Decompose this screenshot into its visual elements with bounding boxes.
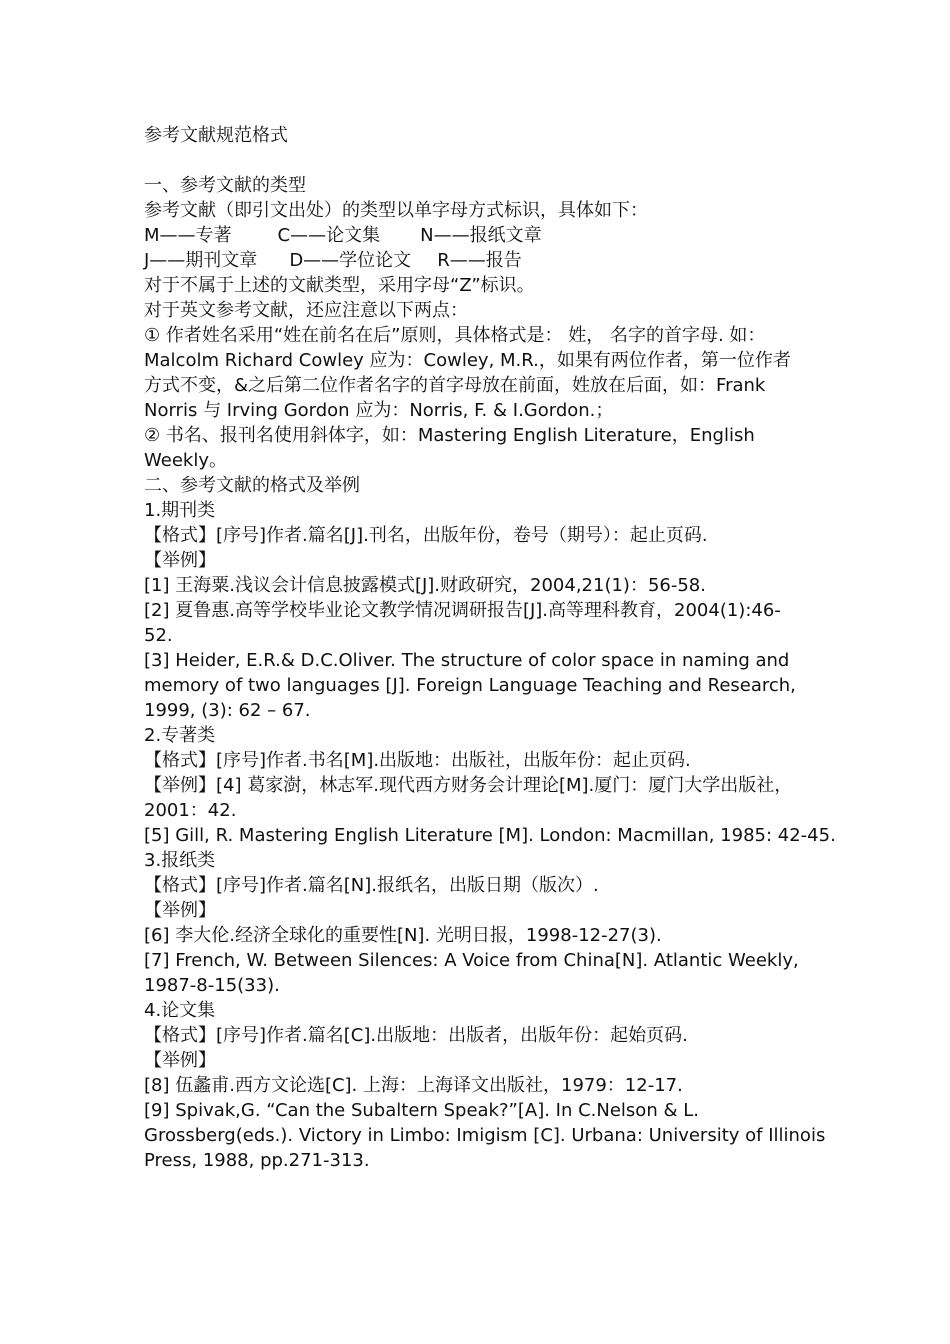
type-r: R——报告 [437,250,522,271]
reference-line: [8] 伍蠡甫.西方文论选[C]. 上海：上海译文出版社，1979：12-17. [144,1075,683,1096]
point1-line: 方式不变，&之后第二位作者名字的首字母放在前面，姓放在后面，如：Frank [144,375,766,396]
other-type-note: 对于不属于上述的文献类型，采用字母“Z”标识。 [144,275,535,296]
reference-line: 1987-8-15(33). [144,975,280,996]
document-title: 参考文献规范格式 [144,125,288,146]
section1-heading: 一、参考文献的类型 [144,175,306,196]
reference-line: [9] Spivak,G. “Can the Subaltern Speak?”[A]. In C.Nelson & L. [144,1100,699,1121]
reference-line: memory of two languages [J]. Foreign Language Teaching and Research, [144,675,796,696]
reference-line: [7] French, W. Between Silences: A Voice from China[N]. Atlantic Weekly, [144,950,799,971]
point2-line: ② 书名、报刊名使用斜体字，如：Mastering English Literature，English [144,425,755,446]
types-row-2 [144,248,824,273]
section2-heading: 二、参考文献的格式及举例 [144,475,360,496]
reference-line: Press, 1988, pp.271-313. [144,1150,370,1171]
type-m: M——专著 [144,225,232,246]
monograph-heading: 2.专著类 [144,725,216,746]
point1-line: Norris 与 Irving Gordon 应为：Norris, F. & I.Gordon.； [144,400,614,421]
type-n: N——报纸文章 [420,225,542,246]
point1-line: ① 作者姓名采用“姓在前名在后”原则，具体格式是： 姓， 名字的首字母. 如： [144,325,766,346]
reference-line: 2001：42. [144,800,237,821]
reference-line: [3] Heider, E.R.& D.C.Oliver. The structure of color space in naming and [144,650,790,671]
journal-example-label: 【举例】 [144,550,216,571]
newspaper-example-label: 【举例】 [144,900,216,921]
document-body [144,123,836,1173]
section1-intro: 参考文献（即引文出处）的类型以单字母方式标识，具体如下： [144,200,648,221]
type-c: C——论文集 [277,225,381,246]
journal-heading: 1.期刊类 [144,500,216,521]
collection-format: 【格式】[序号]作者.篇名[C].出版地：出版者，出版年份：起始页码. [144,1025,688,1046]
reference-line: [1] 王海粟.浅议会计信息披露模式[J].财政研究，2004,21(1)：56-58. [144,575,706,596]
reference-line: Grossberg(eds.). Victory in Limbo: Imigism [C]. Urbana: University of Illinois [144,1125,826,1146]
type-j: J——期刊文章 [144,250,258,271]
reference-line: 1999, (3): 62 – 67. [144,700,311,721]
reference-line: 【举例】[4] 葛家澍，林志军.现代西方财务会计理论[M].厦门：厦门大学出版社， [144,775,793,796]
reference-line: [5] Gill, R. Mastering English Literature [M]. London: Macmillan, 1985: 42-45. [144,825,836,846]
newspaper-format: 【格式】[序号]作者.篇名[N].报纸名，出版日期（版次）. [144,875,599,896]
collection-heading: 4.论文集 [144,1000,216,1021]
reference-line: [6] 李大伦.经济全球化的重要性[N]. 光明日报，1998-12-27(3). [144,925,662,946]
newspaper-heading: 3.报纸类 [144,850,216,871]
english-ref-note: 对于英文参考文献，还应注意以下两点： [144,300,468,321]
monograph-format: 【格式】[序号]作者.书名[M].出版地：出版社，出版年份：起止页码. [144,750,691,771]
journal-format: 【格式】[序号]作者.篇名[J].刊名，出版年份，卷号（期号）：起止页码. [144,525,708,546]
point2-line: Weekly。 [144,450,227,471]
collection-example-label: 【举例】 [144,1050,216,1071]
types-row-1 [144,223,824,248]
reference-line: [2] 夏鲁惠.高等学校毕业论文教学情况调研报告[J].高等理科教育，2004(1):46- [144,600,781,621]
point1-line: Malcolm Richard Cowley 应为：Cowley, M.R.，如果有两位作者，第一位作者 [144,350,791,371]
type-d: D——学位论文 [289,250,412,271]
reference-line: 52. [144,625,173,646]
